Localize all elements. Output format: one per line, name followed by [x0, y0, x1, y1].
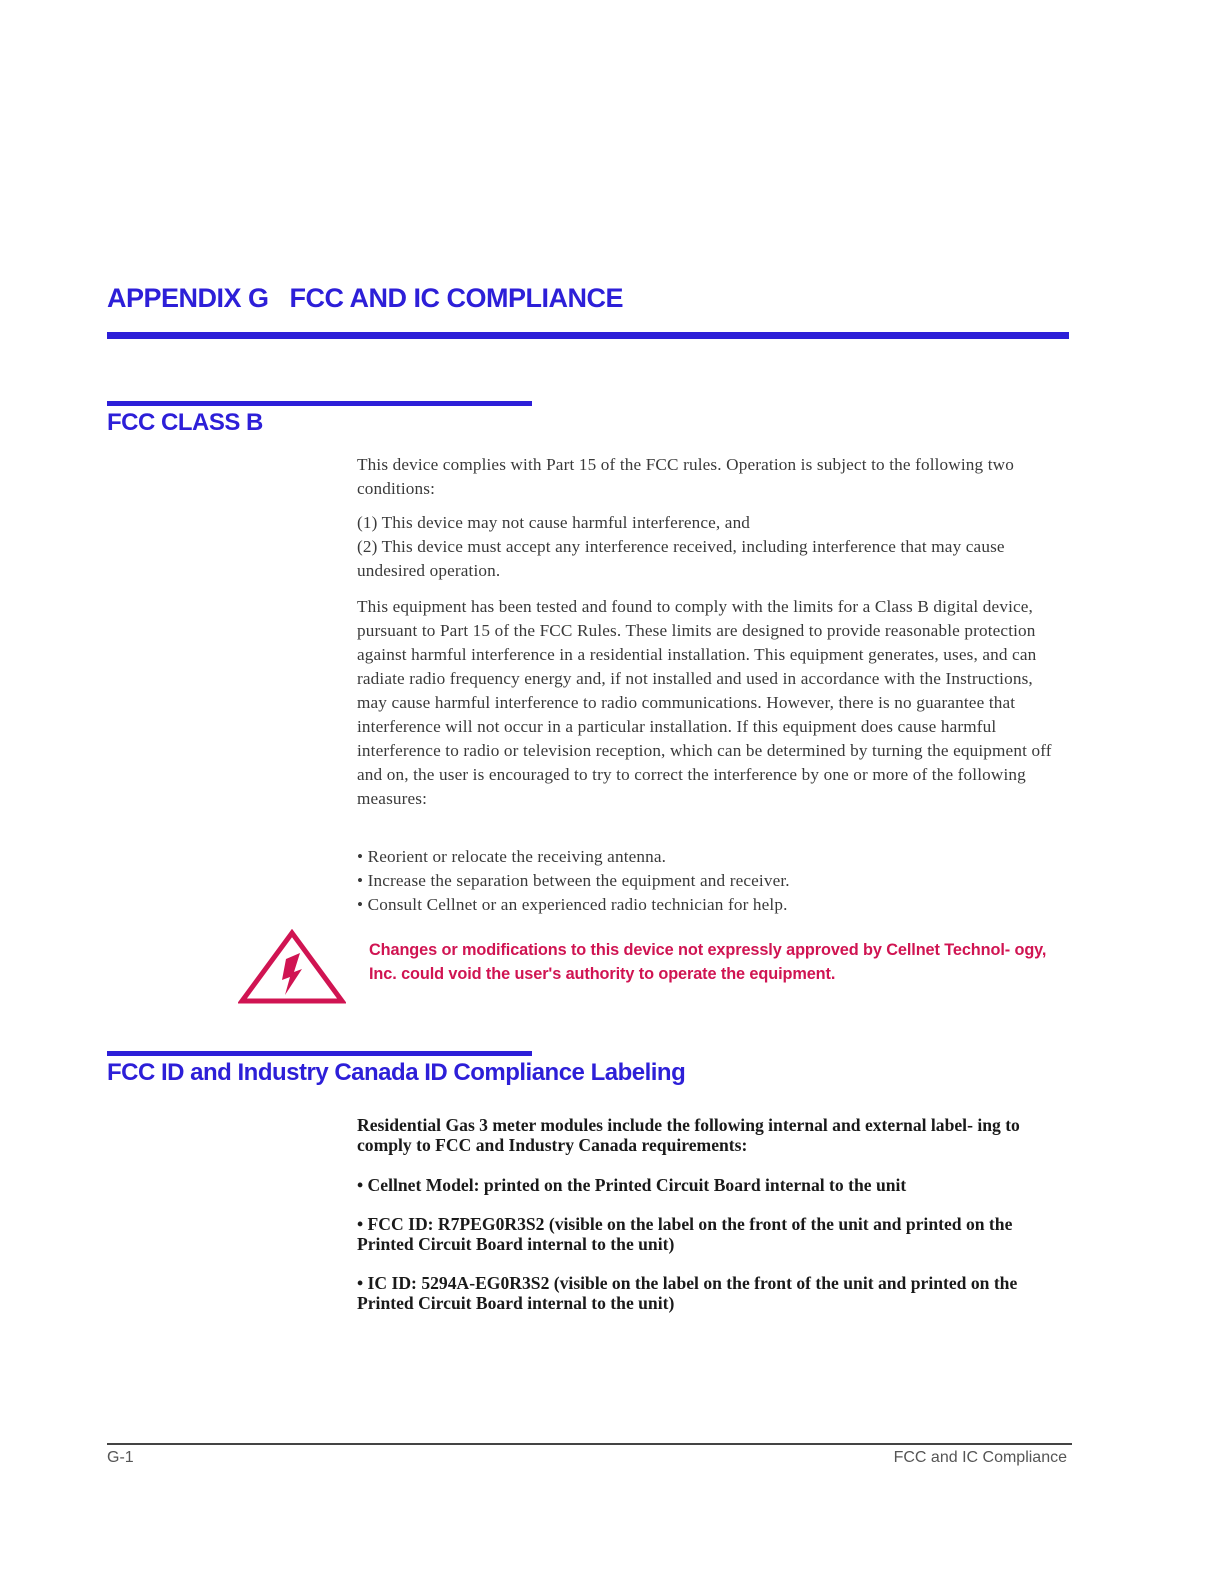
electrical-hazard-warning-icon — [238, 929, 346, 1005]
section-rule-fcc-class-b — [107, 401, 532, 406]
measures-list — [357, 845, 1057, 917]
appendix-title: APPENDIX G FCC AND IC COMPLIANCE — [107, 283, 624, 313]
labeling-item-model — [357, 1175, 1069, 1195]
list-item: • Increase the separation between the equipment and receiver. — [357, 871, 790, 890]
modification-warning: Changes or modifications to this device not expressly approved by Cellnet Technol- ogy, Inc. could void the user's authority to operate the equipment. — [369, 941, 1047, 983]
section-heading-fcc-class-b: FCC CLASS B — [107, 409, 263, 436]
labeling-intro-text: Residential Gas 3 meter modules include the following internal and external label- ing to comply to FCC and Industry Canada requirements: — [357, 1115, 1020, 1155]
title-rule — [107, 332, 1069, 339]
list-item: • Consult Cellnet or an experienced radio technician for help. — [357, 895, 788, 914]
fcc-conditions — [357, 511, 1057, 583]
footer-rule — [107, 1443, 1072, 1445]
fcc-class-b-para1: This device complies with Part 15 of the FCC rules. Operation is subject to the following two conditions: — [357, 455, 1014, 498]
footer-page-number: G-1 — [107, 1449, 134, 1466]
condition-1: (1) This device may not cause harmful interference, and — [357, 513, 751, 532]
list-item: • IC ID: 5294A-EG0R3S2 (visible on the label on the front of the unit and printed on the Printed Circuit Board internal to the unit) — [357, 1273, 1018, 1313]
labeling-intro — [357, 1115, 1069, 1155]
fcc-class-b-body — [357, 595, 1057, 811]
footer-title: FCC and IC Compliance — [893, 1449, 1067, 1466]
section-heading-labeling: FCC ID and Industry Canada ID Compliance Labeling — [107, 1059, 686, 1086]
section-rule-labeling — [107, 1051, 532, 1056]
fcc-class-b-intro — [357, 453, 1057, 501]
condition-2: (2) This device must accept any interference received, including interference that may cause undesired operation. — [357, 537, 1005, 580]
list-item: • FCC ID: R7PEG0R3S2 (visible on the label on the front of the unit and printed on the Printed Circuit Board internal to the unit) — [357, 1214, 1013, 1254]
list-item: • Cellnet Model: printed on the Printed Circuit Board internal to the unit — [357, 1175, 907, 1195]
fcc-class-b-para2: This equipment has been tested and found to comply with the limits for a Class B digital device, pursuant to Part 15 of the FCC Rules. These limits are designed to provide reasonable protection against harmful interference in a residential installation. This equipment generates, uses, and can radiate radio frequency energy and, if not installed and used in accordance with the Instructions, may cause harmful interference to radio communications. However, there is no guarantee that interference will not occur in a particular installation. If this equipment does cause harmful interference to radio or television reception, which can be determined by turning the equipment off and on, the user is encouraged to try to correct the interference by one or more of the following measures: — [357, 597, 1052, 808]
labeling-item-ic-id — [357, 1273, 1069, 1313]
labeling-item-fcc-id — [357, 1214, 1069, 1254]
list-item: • Reorient or relocate the receiving antenna. — [357, 847, 667, 866]
